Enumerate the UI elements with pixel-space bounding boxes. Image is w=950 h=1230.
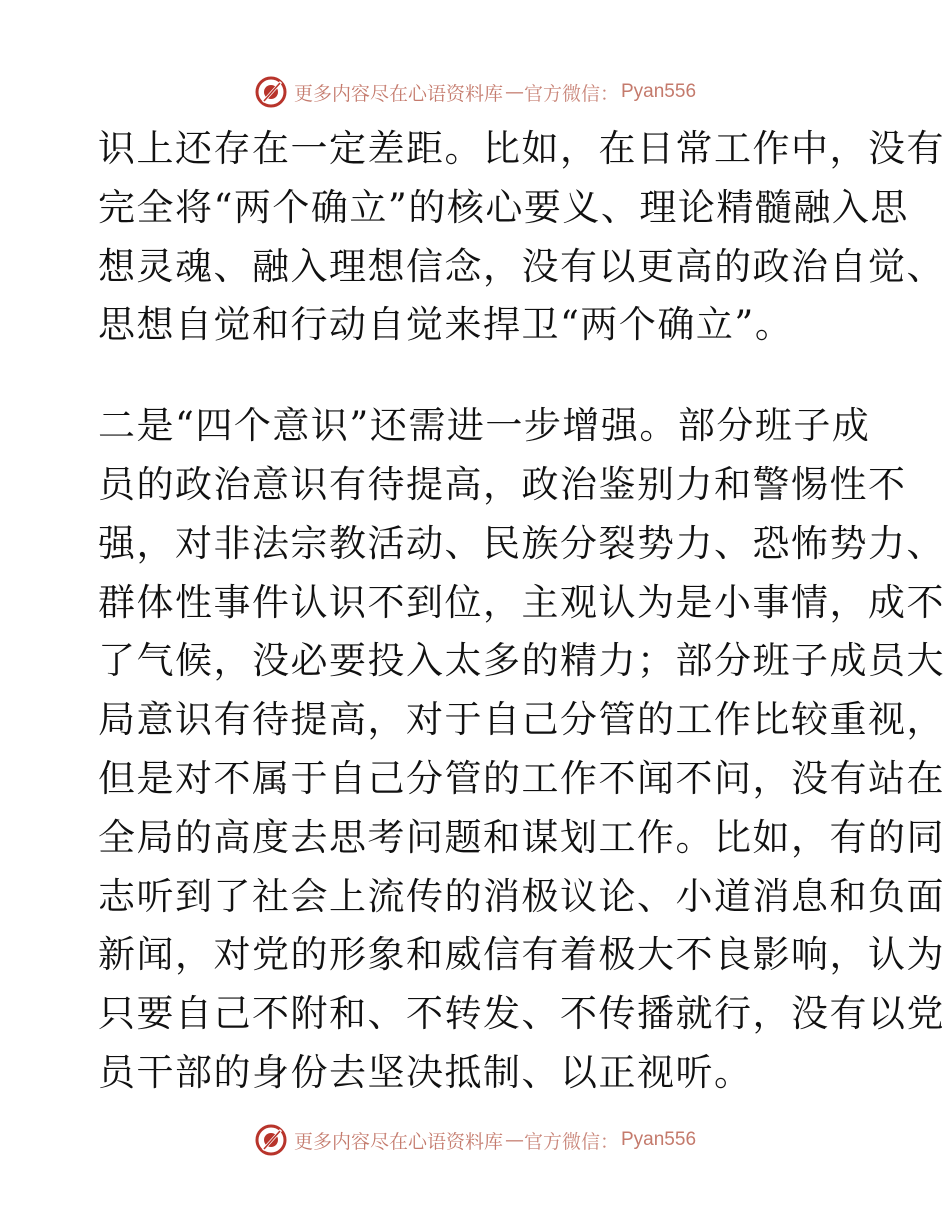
text-line: 局意识有待提高，对于自己分管的工作比较重视，	[98, 698, 945, 742]
text-line: 群体性事件认识不到位，主观认为是小事情，成不	[98, 580, 945, 624]
text-line: 只要自己不附和、不转发、不传播就行，没有以党	[98, 992, 945, 1036]
text-line: 完全将“两个确立”的核心要义、理论精髓融入思	[98, 185, 909, 229]
watermark-wechat-id: Pyan556	[621, 81, 697, 102]
text-line: 但是对不属于自己分管的工作不闻不问，没有站在	[98, 756, 945, 800]
text-line: 思想自觉和行动自觉来捍卫“两个确立”。	[98, 303, 794, 347]
paragraph-1	[98, 120, 945, 355]
footer-watermark	[0, 1120, 950, 1160]
document-body	[98, 120, 945, 1103]
watermark-wechat-id: Pyan556	[621, 1129, 697, 1150]
text-line: 想灵魂、融入理想信念，没有以更高的政治自觉、	[98, 244, 945, 288]
pen-logo-icon	[254, 75, 288, 109]
text-line: 识上还存在一定差距。比如，在日常工作中，没有	[98, 127, 945, 170]
pen-logo-icon	[254, 1123, 288, 1157]
watermark-wechat-label: 官方微信：	[523, 82, 619, 105]
paragraph-gap	[98, 355, 858, 397]
paragraph-2	[98, 397, 945, 1103]
watermark-wechat-label: 官方微信：	[523, 1130, 619, 1153]
text-line: 了气候，没必要投入太多的精力；部分班子成员大	[98, 639, 945, 683]
watermark-site-name: 更多内容尽在心语资料库	[293, 82, 503, 105]
text-line: 志听到了社会上流传的消极议论、小道消息和负面	[98, 874, 945, 918]
text-line: 全局的高度去思考问题和谋划工作。比如，有的同	[98, 815, 945, 859]
text-line: 强，对非法宗教活动、民族分裂势力、恐怖势力、	[98, 521, 945, 565]
text-line: 新闻，对党的形象和威信有着极大不良影响，认为	[98, 933, 945, 977]
header-watermark	[0, 72, 950, 112]
text-line: 员的政治意识有待提高，政治鉴别力和警惕性不	[98, 462, 907, 506]
text-line: 员干部的身份去坚决抵制、以正视听。	[98, 1050, 753, 1094]
watermark-site-name: 更多内容尽在心语资料库	[293, 1130, 503, 1153]
text-line: 二是“四个意识”还需进一步增强。部分班子成	[98, 404, 871, 448]
watermark-dash: —	[504, 1129, 522, 1151]
watermark-dash: —	[504, 81, 522, 103]
